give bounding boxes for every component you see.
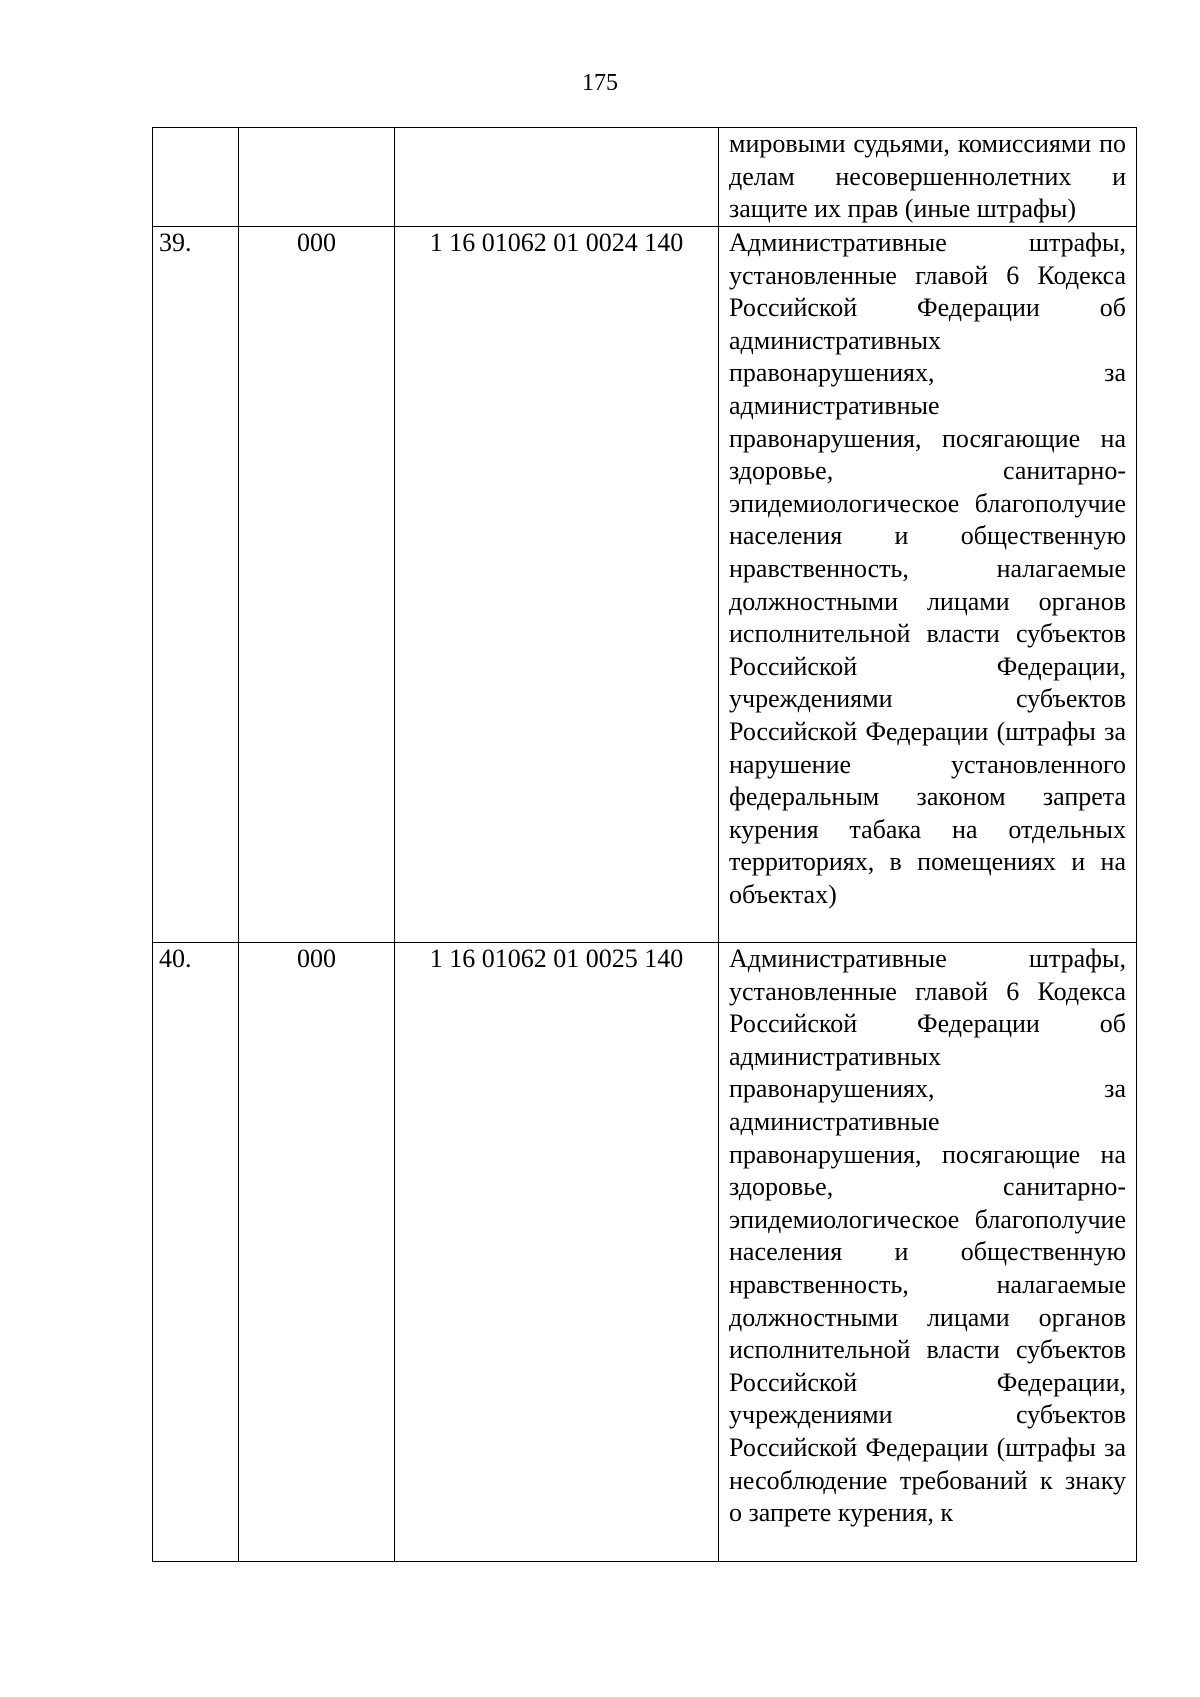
description-cell: Административные штрафы, установленные главой 6 Кодекса Российской Федерации об административных правонарушениях, за административные правонарушения, посягающие на здоровье, санитарно-эпидемиологическое благополучие населения и общественную нравственность, налагаемые должностными лицами органов исполнительной власти субъектов Российской Федерации, учреждениями субъектов Российской Федерации (штрафы за несоблюдение требований к знаку о запрете курения, к: [719, 943, 1137, 1562]
row-number-cell: 39.: [153, 227, 239, 943]
administrator-code-cell: 000: [239, 943, 395, 1562]
row-number-cell: 40.: [153, 943, 239, 1562]
row-number-cell: [153, 128, 239, 227]
description-cell: Административные штрафы, установленные главой 6 Кодекса Российской Федерации об административных правонарушениях, за административные правонарушения, посягающие на здоровье, санитарно-эпидемиологическое благополучие населения и общественную нравственность, налагаемые должностными лицами органов исполнительной власти субъектов Российской Федерации, учреждениями субъектов Российской Федерации (штрафы за нарушение установленного федеральным законом запрета курения табака на отдельных территориях, в помещениях и на объектах): [719, 227, 1137, 943]
table-row: [153, 227, 1137, 943]
budget-codes-table: [152, 127, 1137, 1562]
budget-code-cell: 1 16 01062 01 0024 140: [395, 227, 719, 943]
budget-code-cell: [395, 128, 719, 227]
table-row: [153, 943, 1137, 1562]
administrator-code-cell: [239, 128, 395, 227]
administrator-code-cell: 000: [239, 227, 395, 943]
page-number: 175: [582, 70, 618, 96]
table-row: [153, 128, 1137, 227]
budget-code-cell: 1 16 01062 01 0025 140: [395, 943, 719, 1562]
description-cell: мировыми судьями, комиссиями по делам несовершеннолетних и защите их прав (иные штрафы): [719, 128, 1137, 227]
